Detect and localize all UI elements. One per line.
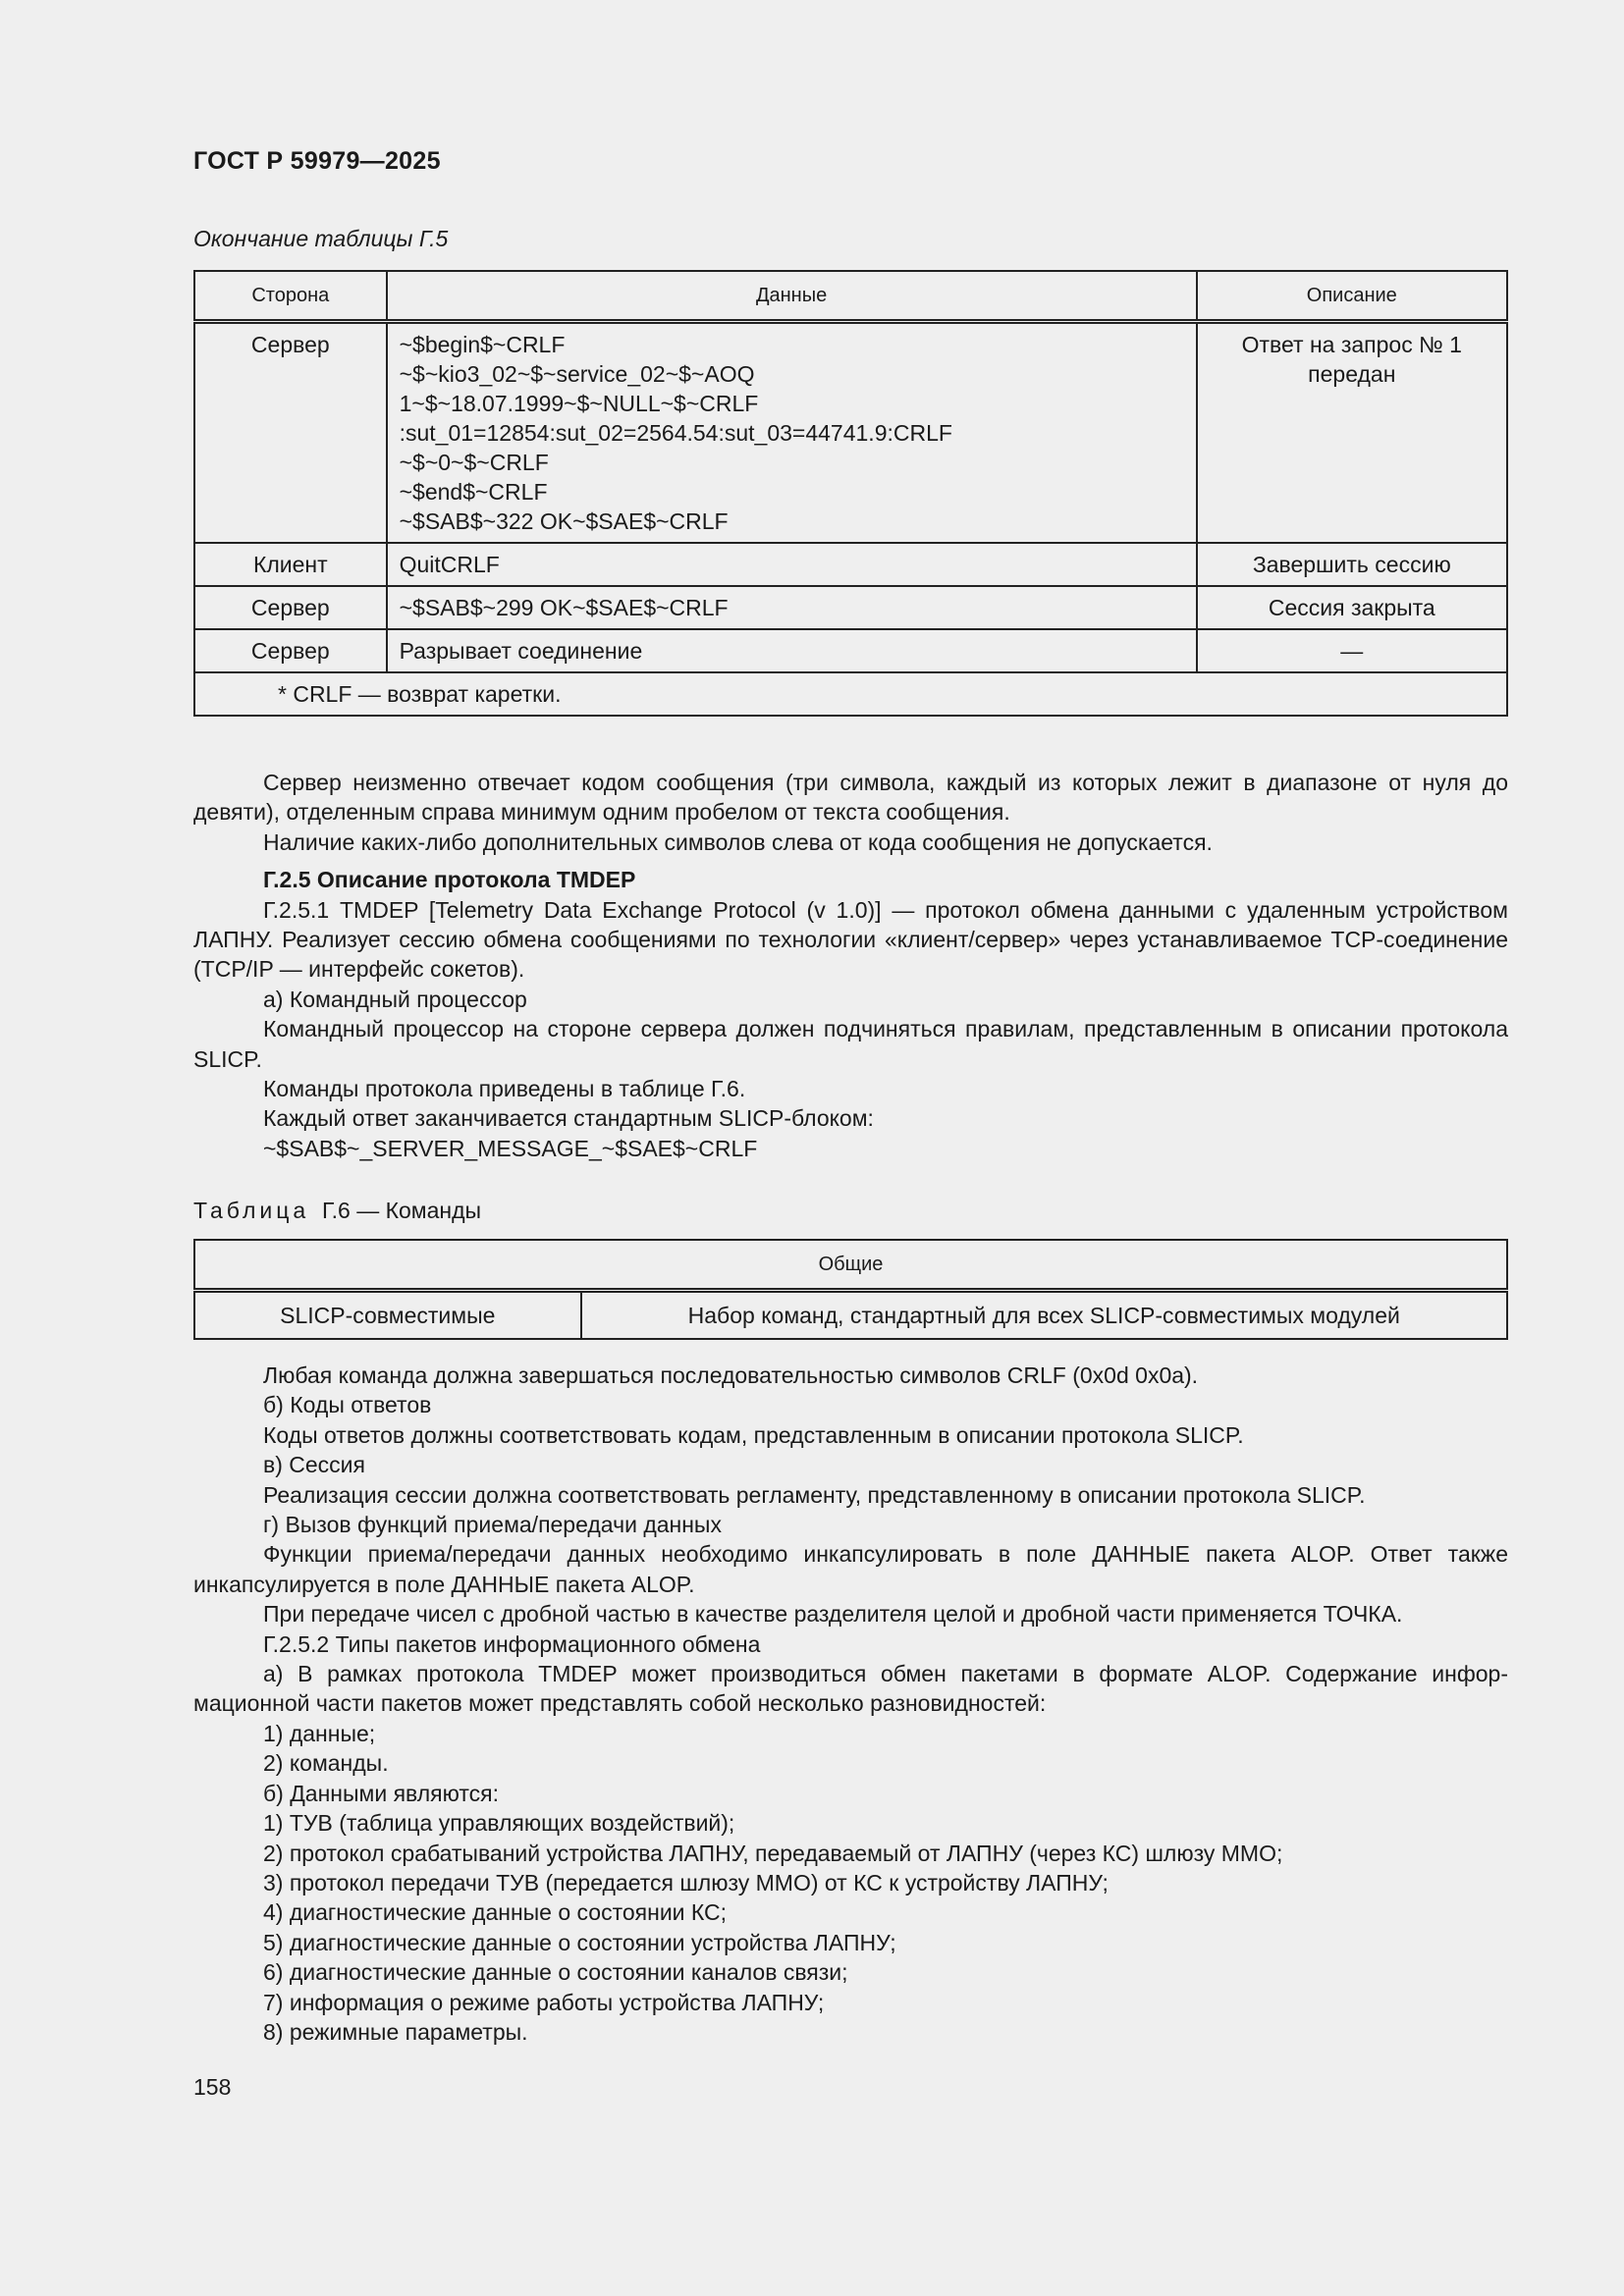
cell-side: Сервер (194, 322, 387, 544)
table-header-row (194, 271, 1507, 322)
code-line: ~$SAB$~_SERVER_MESSAGE_~$SAE$~CRLF (263, 1135, 758, 1161)
table-g5 (193, 270, 1508, 717)
list-item: 5) диагностические данные о состоянии устройства ЛАПНУ; (263, 1929, 896, 1955)
data-line: ~$begin$~CRLF (399, 332, 566, 357)
table-g5-caption: Окончание таблицы Г.5 (193, 226, 449, 251)
table-row (194, 1291, 1507, 1340)
subsection-heading: Г.2.5.2 Типы пакетов информационного обмена (263, 1630, 761, 1657)
data-line: ~$~kio3_02~$~service_02~$~AOQ (399, 361, 755, 387)
cell-command-group: SLICP-совместимые (194, 1291, 581, 1340)
list-item: в) Сессия (263, 1452, 365, 1478)
list-item: г) Вызов функций приема/передачи данных (263, 1512, 722, 1538)
table-row (194, 543, 1507, 586)
list-item: 8) режимные параметры. (263, 2018, 528, 2045)
document-header: ГОСТ Р 59979—2025 (193, 147, 441, 175)
column-header-general: Общие (194, 1240, 1507, 1291)
data-line: 1~$~18.07.1999~$~NULL~$~CRLF (399, 391, 759, 416)
column-header-side: Сторона (194, 271, 387, 322)
list-item: 1) ТУВ (таблица управляющих воздействий); (263, 1810, 735, 1837)
list-item: 4) диагностические данные о состоянии КС; (263, 1899, 728, 1926)
data-line: ~$SAB$~322 OK~$SAE$~CRLF (399, 508, 729, 534)
column-header-data: Данные (387, 271, 1197, 322)
paragraph: Сервер неизменно отвечает кодом сообщения (три символа, каждый из которых лежит в диапазоне от нуля до девяти), отделенным справа минимум одним пробелом от текста сообщения. (193, 770, 1508, 826)
paragraph: Функции приема/передачи данных необходимо инкапсулировать в поле ДАННЫЕ пакета ALOP. Ответ также инкапсулируется в поле ДАННЫЕ пакета ALOP. (193, 1541, 1508, 1597)
list-item: 2) команды. (263, 1750, 389, 1777)
table-row (194, 629, 1507, 672)
cell-description: — (1197, 629, 1507, 672)
paragraph: Команды протокола приведены в таблице Г.6. (263, 1076, 746, 1102)
cell-side: Сервер (194, 586, 387, 629)
paragraph: Г.2.5.1 TMDEP [Telemetry Data Exchange Protocol (v 1.0)] — протокол обмена данными с удаленным устройством ЛАПНУ. Реализует сессию обмена сообщениями по технологии «клиент/сервер» через устанавливаемое TCP-соединение (TCP/IP — интерфейс сокетов). (193, 896, 1508, 983)
table-g6 (193, 1239, 1508, 1340)
list-item: б) Коды ответов (263, 1392, 432, 1418)
list-item: 1) данные; (263, 1720, 376, 1746)
table-row (194, 586, 1507, 629)
data-line: :sut_01=12854:sut_02=2564.54:sut_03=44741.9:CRLF (399, 420, 952, 446)
table-footnote: * CRLF — возврат каретки. (194, 672, 1507, 716)
table-footnote-row (194, 672, 1507, 716)
table-row (194, 322, 1507, 544)
cell-side: Сервер (194, 629, 387, 672)
caption-rest: Г.6 — Команды (321, 1198, 482, 1223)
paragraph: Командный процессор на стороне сервера должен подчиняться правилам, представленным в описании протокола SLICP. (193, 1016, 1508, 1072)
cell-data: Разрывает соединение (387, 629, 1197, 672)
page-number: 158 (193, 2074, 232, 2100)
list-item: 6) диагностические данные о состоянии каналов связи; (263, 1959, 848, 1986)
cell-data (387, 322, 1197, 544)
paragraph: Реализация сессии должна соответствовать регламенту, представленному в описании протокола SLICP. (263, 1481, 1366, 1508)
paragraph: При передаче чисел с дробной частью в качестве разделителя целой и дробной части применяется ТОЧКА. (263, 1601, 1403, 1628)
list-item: 7) информация о режиме работы устройства ЛАПНУ; (263, 1989, 825, 2015)
list-item: 3) протокол передачи ТУВ (передается шлюзу ММО) от КС к устройству ЛАПНУ; (263, 1869, 1109, 1896)
list-item: 2) протокол срабатываний устройства ЛАПНУ, передаваемый от ЛАПНУ (через КС) шлюзу ММО; (263, 1840, 1283, 1866)
cell-data: QuitCRLF (387, 543, 1197, 586)
data-line: ~$~0~$~CRLF (399, 450, 549, 475)
cell-command-description: Набор команд, стандартный для всех SLICP-совместимых модулей (581, 1291, 1507, 1340)
caption-prefix: Таблица (193, 1198, 310, 1223)
cell-side: Клиент (194, 543, 387, 586)
cell-description: Завершить сессию (1197, 543, 1507, 586)
paragraph: а) В рамках протокола TMDEP может производиться обмен пакетами в формате ALOP. Содержание информационной части пакетов может представлять собой несколько разновидностей: (193, 1661, 1508, 1717)
paragraph: Каждый ответ заканчивается стандартным SLICP-блоком: (263, 1105, 874, 1132)
list-item: б) Данными являются: (263, 1780, 499, 1806)
body-text-block-2 (193, 1361, 1508, 2047)
table-g6-caption (193, 1198, 481, 1224)
paragraph: Коды ответов должны соответствовать кодам, представленным в описании протокола SLICP. (263, 1421, 1244, 1448)
column-header-description: Описание (1197, 271, 1507, 322)
paragraph: Любая команда должна завершаться последовательностью символов CRLF (0x0d 0x0a). (263, 1362, 1199, 1388)
body-text-block-1 (193, 768, 1508, 1163)
data-line: ~$end$~CRLF (399, 479, 548, 505)
cell-data: ~$SAB$~299 OK~$SAE$~CRLF (387, 586, 1197, 629)
paragraph: Наличие каких-либо дополнительных символов слева от кода сообщения не допускается. (263, 828, 1213, 855)
section-heading: Г.2.5 Описание протокола TMDEP (263, 867, 636, 893)
list-item: а) Командный процессор (263, 986, 527, 1012)
table-header-row (194, 1240, 1507, 1291)
cell-description: Сессия закрыта (1197, 586, 1507, 629)
cell-description: Ответ на запрос № 1 передан (1197, 322, 1507, 544)
